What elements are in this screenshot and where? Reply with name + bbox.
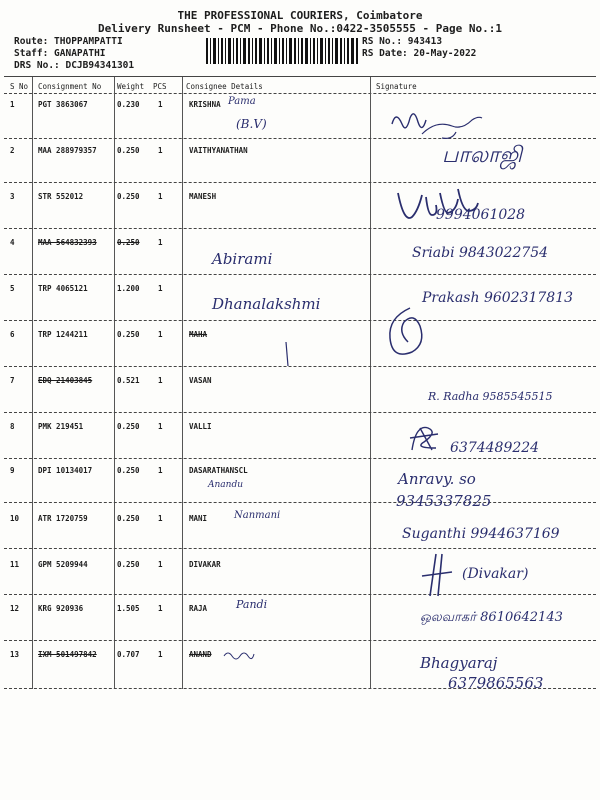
row-pcs: 1 [158,100,163,109]
column-header-sno: S No [10,82,29,91]
rs-date: RS Date: 20-May-2022 [362,48,477,59]
row-divider [4,458,596,459]
row-divider [4,228,596,229]
handwritten-consignee-note: Pama [228,96,256,107]
row-weight: 0.521 [117,376,140,385]
row-consignee: VALLI [189,422,212,431]
column-header-consignment: Consignment No [38,82,102,91]
row-pcs: 1 [158,422,163,431]
row-weight: 0.250 [117,466,140,475]
row-pcs: 1 [158,146,163,155]
row-consignment: TRP 1244211 [38,330,88,339]
column-divider [32,77,33,689]
column-header-signature: Signature [376,82,417,91]
row-weight: 0.250 [117,330,140,339]
row-sno: 3 [10,192,15,201]
row-weight: 1.505 [117,604,140,613]
row-consignee: DASARATHANSCL [189,466,248,475]
row-weight: 0.250 [117,146,140,155]
staff-label: Staff: GANAPATHI [14,48,106,59]
barcode-icon [206,38,358,64]
row-pcs: 1 [158,560,163,569]
row-divider [4,320,596,321]
handwritten-signature: R. Radha 9585545515 [428,390,553,403]
handwritten-signature: Sriabi 9843022754 [412,245,549,261]
row-divider [4,640,596,641]
row-consignee: MANESH [189,192,217,201]
row-sno: 13 [10,650,20,659]
row-divider [4,274,596,275]
row-sno: 7 [10,376,15,385]
handwritten-phone: 6379865563 [448,674,544,692]
row-pcs: 1 [158,466,163,475]
row-weight: 0.707 [117,650,140,659]
handwritten-signature [406,420,446,456]
handwritten-phone: 9345337825 [396,492,492,510]
row-pcs: 1 [158,650,163,659]
row-consignment: EDQ 21403845 [38,376,93,385]
row-sno: 5 [10,284,15,293]
row-divider [4,594,596,595]
row-weight: 0.250 [117,560,140,569]
row-weight: 0.230 [117,100,140,109]
row-sno: 9 [10,466,15,475]
row-sno: 10 [10,514,20,523]
row-consignment: MAA 564832393 [38,238,97,247]
company-title: THE PROFESSIONAL COURIERS, Coimbatore [177,9,423,22]
column-divider [114,77,115,689]
row-sno: 4 [10,238,15,247]
row-consignment: DPI 10134017 [38,466,93,475]
row-consignment: STR 552012 [38,192,84,201]
handwritten-consignee-note: Anandu [208,480,244,490]
row-weight: 1.200 [117,284,140,293]
column-divider [182,77,183,689]
row-consignee: ANAND [189,650,212,659]
runsheet-title: Delivery Runsheet - PCM - Phone No.:0422-3505555 - Page No.:1 [98,22,502,35]
row-sno: 11 [10,560,20,569]
handwritten-phone: 6374489224 [450,440,540,456]
row-consignee: VAITHYANATHAN [189,146,248,155]
row-divider [4,182,596,183]
handwritten-signature [420,550,454,600]
handwritten-signature [382,104,502,144]
row-consignment: IXM 501497842 [38,650,97,659]
column-divider [370,77,371,689]
handwritten-signature: (Divakar) [462,566,529,582]
row-weight: 0.250 [117,238,140,247]
row-sno: 6 [10,330,15,339]
handwritten-signature: ஒலவாகர் 8610642143 [420,610,563,625]
table-header-rule [4,93,596,94]
row-consignment: TRP 4065121 [38,284,88,293]
row-pcs: 1 [158,238,163,247]
row-consignee: VASAN [189,376,212,385]
row-consignment: ATR 1720759 [38,514,88,523]
column-header-weight: Weight [117,82,145,91]
column-header-pcs: PCS [153,82,167,91]
row-pcs: 1 [158,376,163,385]
handwritten-signature: Prakash 9602317813 [422,290,574,306]
handwritten-consignee-note: Dhanalakshmi [212,295,321,313]
row-consignee: MANI [189,514,208,523]
row-pcs: 1 [158,192,163,201]
table-top-rule [4,76,596,77]
handwritten-consignee-note: Pandi [236,598,268,611]
row-consignment: KRG 920936 [38,604,84,613]
handwritten-consignee-note: Abirami [212,250,273,268]
row-sno: 12 [10,604,20,613]
rs-number: RS No.: 943413 [362,36,443,47]
row-sno: 2 [10,146,15,155]
row-weight: 0.250 [117,422,140,431]
row-divider [4,366,596,367]
row-consignee: KRISHNA [189,100,221,109]
handwritten-signature: பாலாஜி [442,143,522,168]
handwritten-phone: 9994061028 [436,207,526,223]
handwritten-consignee-note: (B.V) [236,117,267,131]
row-pcs: 1 [158,284,163,293]
handwritten-signature: Anravy. so [398,470,476,488]
row-consignee: RAJA [189,604,208,613]
handwritten-signature: Bhagyaraj [420,654,498,672]
drs-label: DRS No.: DCJB94341301 [14,60,135,71]
row-pcs: 1 [158,514,163,523]
column-header-consignee: Consignee Details [186,82,263,91]
handwritten-consignee-note: Nanmani [234,510,281,521]
row-pcs: 1 [158,330,163,339]
row-divider [4,412,596,413]
row-consignment: PMK 219451 [38,422,84,431]
handwritten-signature: Suganthi 9944637169 [402,526,560,542]
row-weight: 0.250 [117,192,140,201]
row-consignment: MAA 288979357 [38,146,97,155]
handwritten-mark [282,340,294,368]
row-weight: 0.250 [117,514,140,523]
row-consignment: GPM 5209944 [38,560,88,569]
row-divider [4,502,596,503]
route-label: Route: THOPPAMPATTI [14,36,123,47]
row-divider [4,548,596,549]
row-sno: 8 [10,422,15,431]
row-consignee: MAHA [189,330,208,339]
row-divider [4,138,596,139]
row-pcs: 1 [158,604,163,613]
handwritten-signature [384,304,430,364]
row-consignee: DIVAKAR [189,560,221,569]
handwritten-mark [222,648,256,660]
row-sno: 1 [10,100,15,109]
row-consignment: PGT 3863067 [38,100,88,109]
